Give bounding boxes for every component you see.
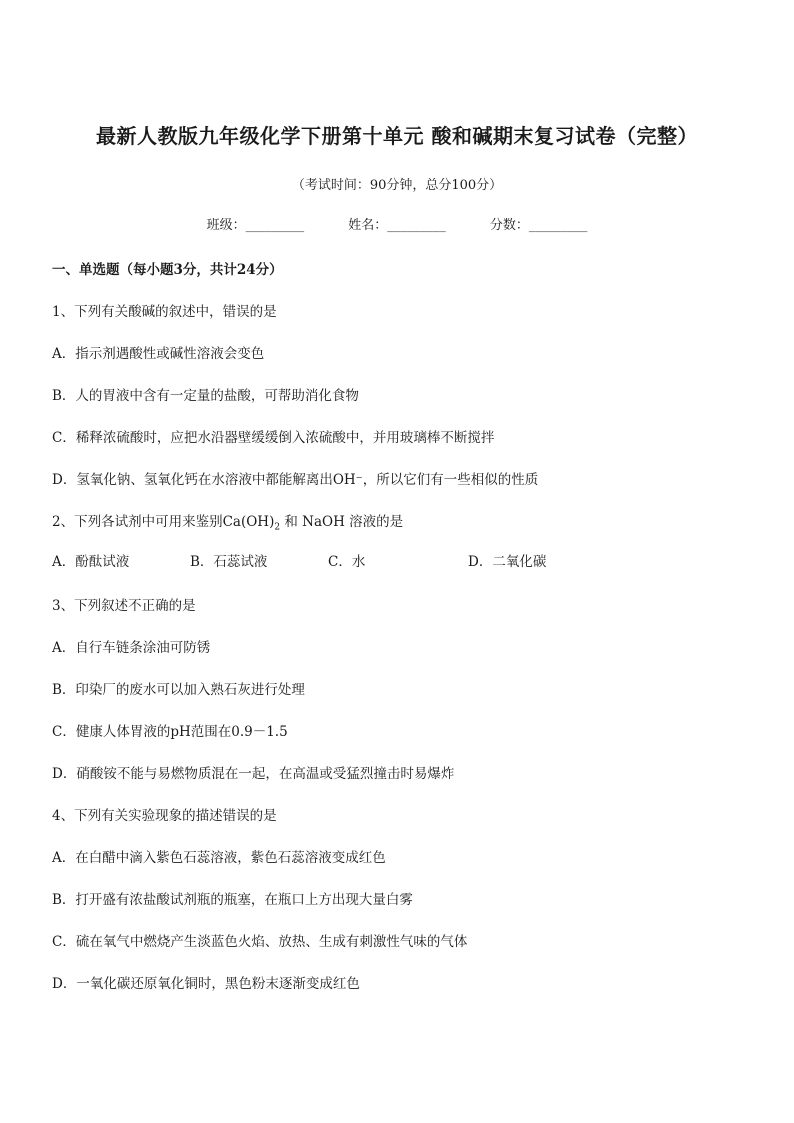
- student-fields: [0, 214, 794, 233]
- question-1-option-a: A．指示剂遇酸性或碱性溶液会变色: [52, 346, 265, 362]
- question-2-stem-post: 和 NaOH 溶液的是: [280, 514, 404, 530]
- question-3-option-d: D．硝酸铵不能与易燃物质混在一起，在高温或受猛烈撞击时易爆炸: [52, 766, 455, 782]
- question-3-option-a: A．自行车链条涂油可防锈: [52, 640, 211, 656]
- class-field: 班级：_________: [206, 218, 305, 233]
- question-4-option-d: D．一氧化碳还原氧化铜时，黑色粉末逐渐变成红色: [52, 976, 360, 992]
- question-2-option-a: A．酚酞试液: [52, 554, 130, 570]
- question-4-stem: 4、下列有关实验现象的描述错误的是: [52, 808, 277, 824]
- question-2-options: [52, 550, 546, 570]
- score-field: 分数：_________: [489, 218, 588, 233]
- question-2-option-d: D．二氧化碳: [468, 554, 547, 570]
- question-4-option-b: B．打开盛有浓盐酸试剂瓶的瓶塞，在瓶口上方出现大量白雾: [52, 892, 413, 908]
- question-2-stem: [52, 510, 403, 533]
- question-1-stem: 1、下列有关酸碱的叙述中，错误的是: [52, 304, 277, 320]
- question-2-stem-subscript: 2: [274, 522, 281, 533]
- section-heading: 一、单选题（每小题3分，共计24分）: [52, 262, 283, 278]
- question-2-option-b: B．石蕊试液: [190, 554, 268, 570]
- exam-info: （考试时间：90分钟，总分100分）: [291, 178, 503, 193]
- question-2-stem-pre: 2、下列各试剂中可用来鉴别Ca(OH): [52, 514, 275, 530]
- question-3-stem: 3、下列叙述不正确的是: [52, 598, 196, 614]
- question-3-option-c: C．健康人体胃液的pH范围在0.9－1.5: [52, 724, 288, 740]
- exam-title: 最新人教版九年级化学下册第十单元 酸和碱期末复习试卷（完整）: [96, 124, 698, 148]
- question-4-option-c: C．硫在氧气中燃烧产生淡蓝色火焰、放热、生成有刺激性气味的气体: [52, 934, 468, 950]
- question-3-option-b: B．印染厂的废水可以加入熟石灰进行处理: [52, 682, 305, 698]
- question-4-option-a: A．在白醋中滴入紫色石蕊溶液，紫色石蕊溶液变成红色: [52, 850, 386, 866]
- question-1-option-c: C．稀释浓硫酸时，应把水沿器壁缓缓倒入浓硫酸中，并用玻璃棒不断搅拌: [52, 430, 495, 446]
- question-1-option-b: B．人的胃液中含有一定量的盐酸，可帮助消化食物: [52, 388, 359, 404]
- question-1-option-d: D．氢氧化钠、氢氧化钙在水溶液中都能解离出OH⁻，所以它们有一些相似的性质: [52, 472, 539, 488]
- question-2-option-c: C．水: [328, 554, 366, 570]
- name-field: 姓名：_________: [348, 218, 446, 233]
